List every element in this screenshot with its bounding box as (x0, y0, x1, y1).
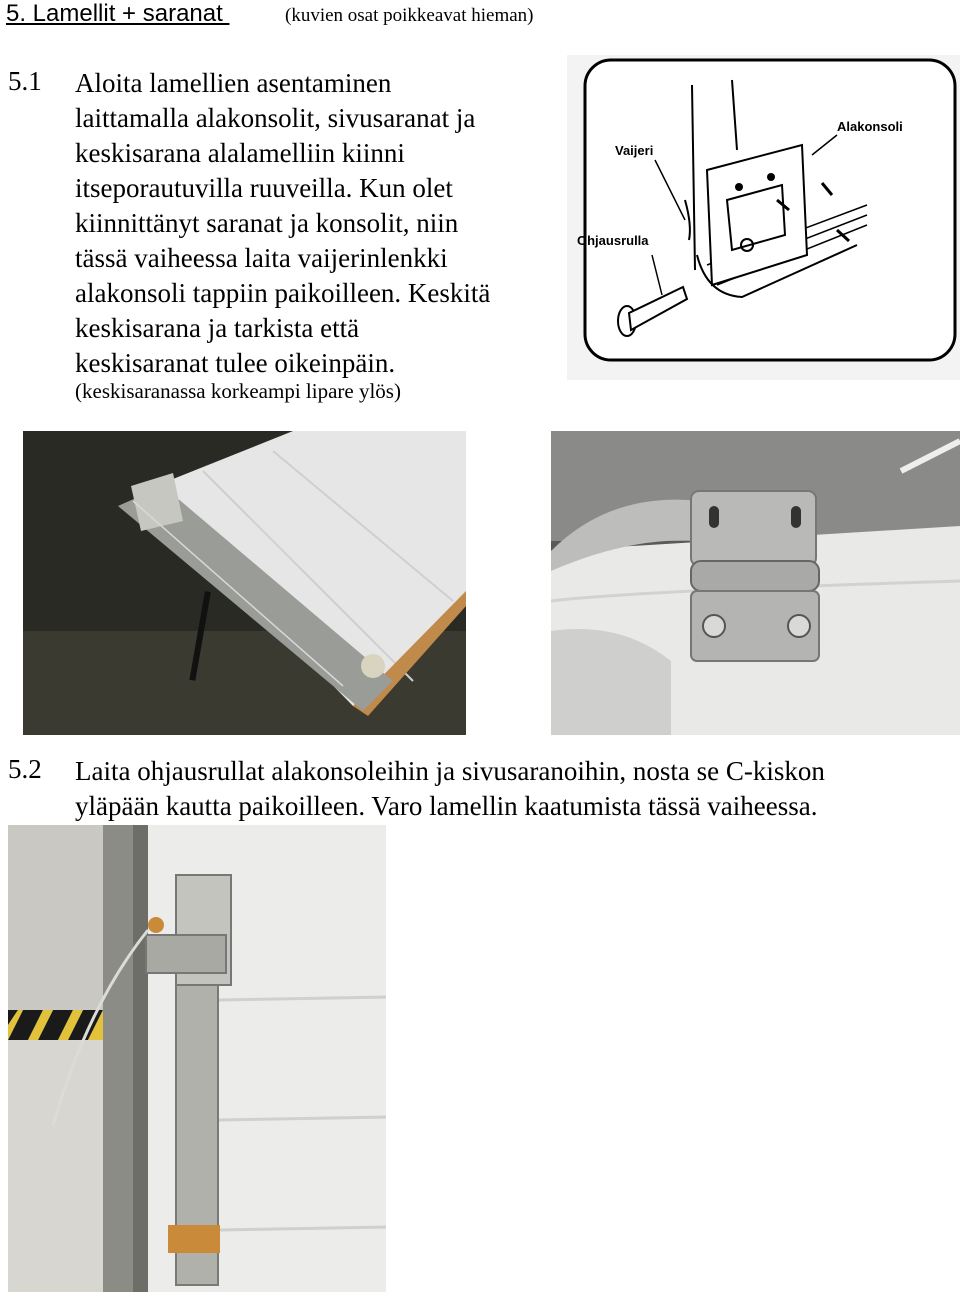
section-5-2-text (75, 754, 825, 824)
diagram-label-vaijeri: Vaijeri (615, 143, 654, 158)
text-line: alakonsoli tappiin paikoilleen. Keskitä (75, 278, 491, 308)
center-hinge-photo (551, 431, 960, 735)
section-5-1-text (75, 66, 490, 381)
panel-in-rail-photo (8, 825, 386, 1292)
bottom-bracket-diagram (567, 55, 960, 380)
text-line: laittamalla alakonsolit, sivusaranat ja (75, 103, 476, 133)
text-line: yläpään kautta paikoilleen. Varo lamellin kaatumista tässä vaiheessa. (75, 791, 818, 821)
panel-bracket-photo (23, 431, 466, 735)
text-line: kiinnittänyt saranat ja konsolit, niin (75, 208, 459, 238)
section-number-5-1: 5.1 (8, 66, 42, 96)
text-line: keskisaranat tulee oikeinpäin. (75, 348, 396, 378)
text-line: keskisarana ja tarkista että (75, 313, 360, 343)
section-number-5-2: 5.2 (8, 754, 42, 784)
section-title: 5. Lamellit + saranat (6, 0, 230, 27)
text-line: Aloita lamellien asentaminen (75, 68, 392, 98)
text-line: Laita ohjausrullat alakonsoleihin ja sivusaranoihin, nosta se C-kiskon (75, 756, 825, 786)
text-line: itseporautuvilla ruuveilla. Kun olet (75, 173, 453, 203)
diagram-label-ohjausrulla: Ohjausrulla (577, 233, 649, 248)
text-line: tässä vaiheessa laita vaijerinlenkki (75, 243, 448, 273)
text-line: keskisarana alalamelliin kiinni (75, 138, 405, 168)
diagram-label-alakonsoli: Alakonsoli (837, 119, 903, 134)
section-5-1-note: (keskisaranassa korkeampi lipare ylös) (75, 379, 401, 403)
section-title-note: (kuvien osat poikkeavat hieman) (285, 5, 534, 26)
